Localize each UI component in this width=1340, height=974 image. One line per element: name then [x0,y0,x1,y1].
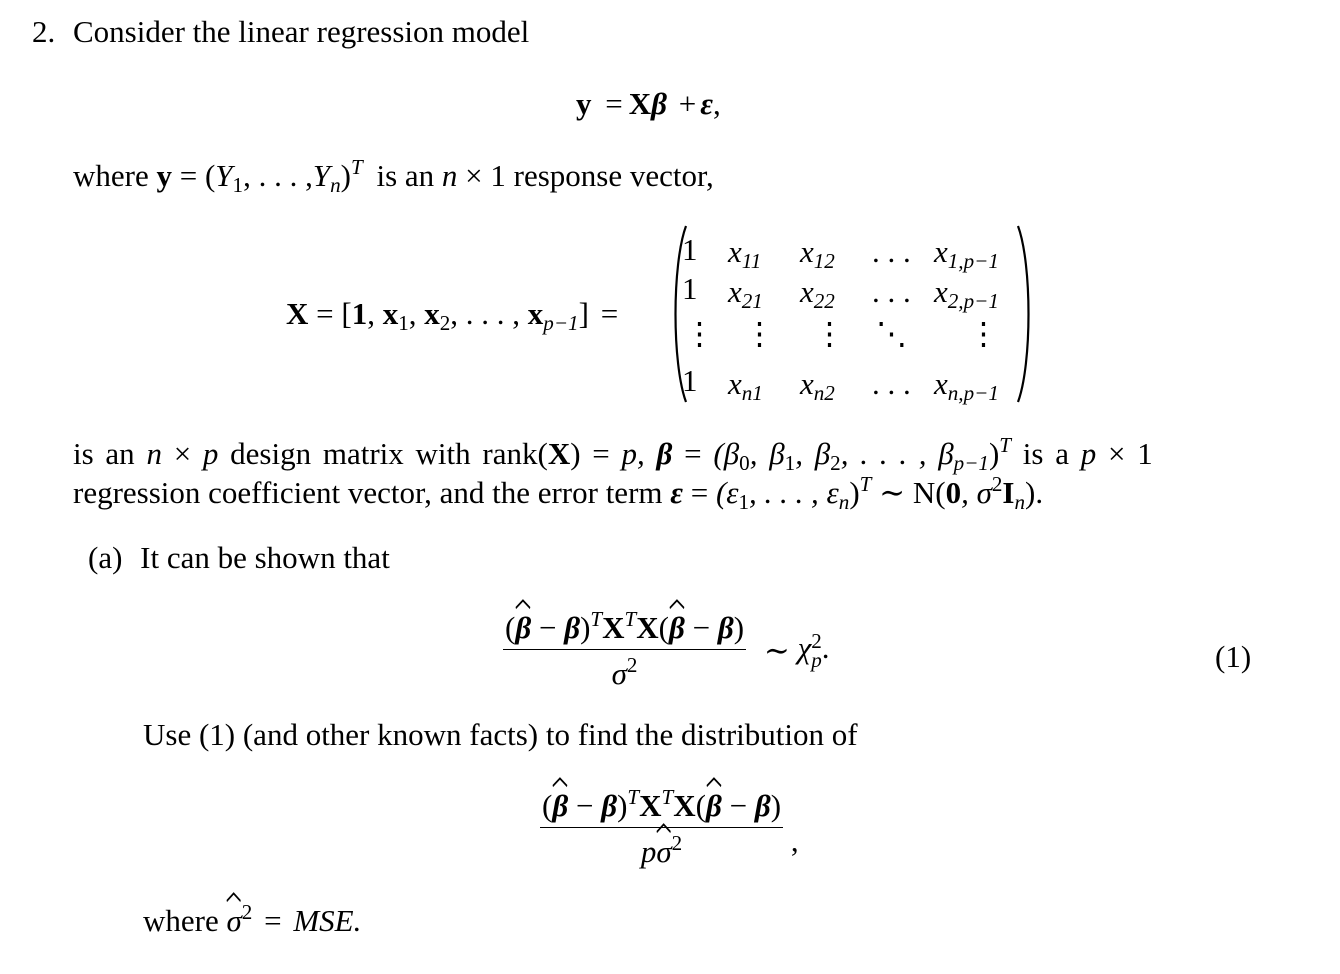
design-description-line2 [73,472,1044,514]
matrix-cell: $x_{n,p-1}$ [934,366,999,405]
matrix-cell: $x_{21}$ [728,274,763,313]
text: is an [73,436,135,471]
matrix-cell: $x_{n1}$ [728,366,763,405]
x-vector: x [527,296,544,331]
target-numerator: ( $\beta - \beta)^TX^TX$( β − β) [540,790,783,827]
ellipsis: , . . . , [243,158,313,193]
matrix-cell: $x_{12}$ [800,234,835,273]
x-vector: x [382,296,399,331]
beta-sym: , β [749,436,785,471]
chi-square: χ 2 p . [797,628,830,672]
equation-1-numerator: ( $\beta - \beta)^TX^TX$( β − β) [503,612,746,649]
equation-1 [503,607,830,691]
n-sym: n [146,436,162,471]
x-matrix-symbol: X [286,296,309,331]
text: response vector, [513,158,714,193]
zero-vector: 0 [945,475,962,510]
comma: , [712,86,721,121]
subscript: p−1 [543,310,579,335]
matrix-cell: $x_{n2}$ [800,366,835,405]
problem-header [32,16,529,47]
sim-sign: ∼ [763,633,790,668]
text-where: where [143,903,219,938]
text: design matrix with rank( [230,436,548,471]
part-text: It can be shown that [140,540,390,575]
equals-sign: = [690,475,709,510]
equals-sign: = [684,436,702,471]
matrix-cell: 1 [682,271,698,306]
beta-sym: , . . . , β [840,436,954,471]
matrix-vdots: ⋮ [968,316,999,351]
plus-sign: + [678,86,697,121]
matrix-cell: 1 [682,363,698,398]
right-paren [1012,224,1036,404]
matrix-ddots: ⋱ [876,316,907,351]
equation-1-tag: (1) [1215,639,1252,674]
equation-1-fraction [503,607,746,691]
eps-sym: , . . . , ε [749,475,839,510]
part-a-header [88,542,390,573]
beta-vector: β [656,436,673,471]
use-instruction: Use (1) (and other known facts) to find the distribution of [143,717,858,752]
text: is an [376,158,435,193]
target-fraction [540,785,783,869]
eps-tuple: (ε [715,475,739,510]
equals-sign: = [316,296,334,331]
paren: ) [570,436,581,471]
matrix-cell: 1 [682,232,698,267]
superscript: 2 [241,900,253,925]
paren: ( [204,158,216,193]
ellipsis: . . . , [465,296,521,331]
design-matrix-lhs [286,296,619,335]
beta-sym: , β [795,436,831,471]
n-sym: n [441,158,458,193]
matrix-cell: $x_{1,p-1}$ [934,234,999,273]
subscript: n [330,172,341,197]
matrix-cell: . . . [872,234,911,269]
beta-tuple: (β [713,436,740,471]
bracket: ] [578,296,589,331]
paren: ) [988,436,1000,471]
matrix-vdots: ⋮ [744,316,775,351]
matrix-cell: . . . [872,366,911,401]
times-sign: × [1107,436,1126,471]
ones-vector: 1 [351,296,368,331]
comma: , [450,296,459,331]
equation-1-denominator: $\sigma^2$ [503,649,746,689]
text: regression coefficient vector, and the error term [73,475,663,510]
one: 1 [1137,436,1153,471]
design-matrix-symbol: X [628,86,652,121]
part-label: (a) [88,540,123,575]
times-sign: × [173,436,192,471]
paren: ) [849,475,860,510]
subscript: 0 [739,450,750,475]
matrix-vdots: ⋮ [684,316,715,351]
equals-sign: = [605,86,623,121]
x-vector: x [424,296,440,331]
comma: , [367,296,375,331]
p-sym: p [202,436,219,471]
y-vector: y [576,86,592,121]
comma: , [790,823,799,858]
model-equation [576,88,721,119]
matrix-cell: $x_{11}$ [728,234,762,273]
x-matrix-symbol: X [547,436,571,471]
problem-number: 2. [32,14,56,49]
paren: ) [340,158,351,193]
matrix-cell: $x_{22}$ [800,274,835,313]
where-mse-line [143,900,362,938]
text: is a [1022,436,1069,471]
error-vector: ε [670,475,683,510]
sigma-hat: σ [226,905,241,936]
y-vector: y [156,158,172,193]
y-sym: Y [215,158,233,193]
normal-dist: N( [912,475,946,510]
equals-sign: = [179,158,198,193]
mse-symbol: MSE. [293,903,362,938]
matrix-vdots: ⋮ [814,316,845,351]
subscript: 2 [439,310,451,335]
subscript: 1 [784,450,796,475]
transpose: T [999,433,1012,458]
design-description-line1 [73,433,1153,475]
subscript: 2 [830,450,841,475]
text-where: where [73,158,149,193]
superscript: 2 [991,472,1003,497]
beta-vector: β [651,86,668,121]
one: 1 [490,158,506,193]
target-denominator: p $\sigma^2$ [540,827,783,867]
y-sym: Y [312,158,331,193]
bracket: [ [341,296,352,331]
sigma: , σ [961,475,992,510]
comma: , [408,296,417,331]
identity-matrix: I [1002,475,1015,510]
subscript: p−1 [953,450,989,475]
equals-sign: = [600,296,619,331]
paren: ). [1025,475,1044,510]
transpose: T [859,472,872,497]
where-y-line [73,155,714,197]
equals-sign: = [592,436,610,471]
equals-sign: = [264,903,282,938]
p-sym: p, [621,436,645,471]
transpose: T [350,155,363,180]
sim-sign: ∼ [879,475,906,510]
subscript: n [838,489,850,514]
subscript: n [1014,489,1026,514]
matrix-cell: $x_{2,p-1}$ [934,274,999,313]
subscript: 1 [738,489,750,514]
design-matrix [668,224,1038,404]
subscript: 1 [398,310,409,335]
matrix-cell: . . . [872,274,911,309]
error-vector: ε [700,86,713,121]
problem-intro: Consider the linear regression model [73,14,530,49]
subscript: 1 [232,172,244,197]
times-sign: × [465,158,483,193]
p-sym: p [1080,436,1097,471]
target-expression [540,785,799,869]
